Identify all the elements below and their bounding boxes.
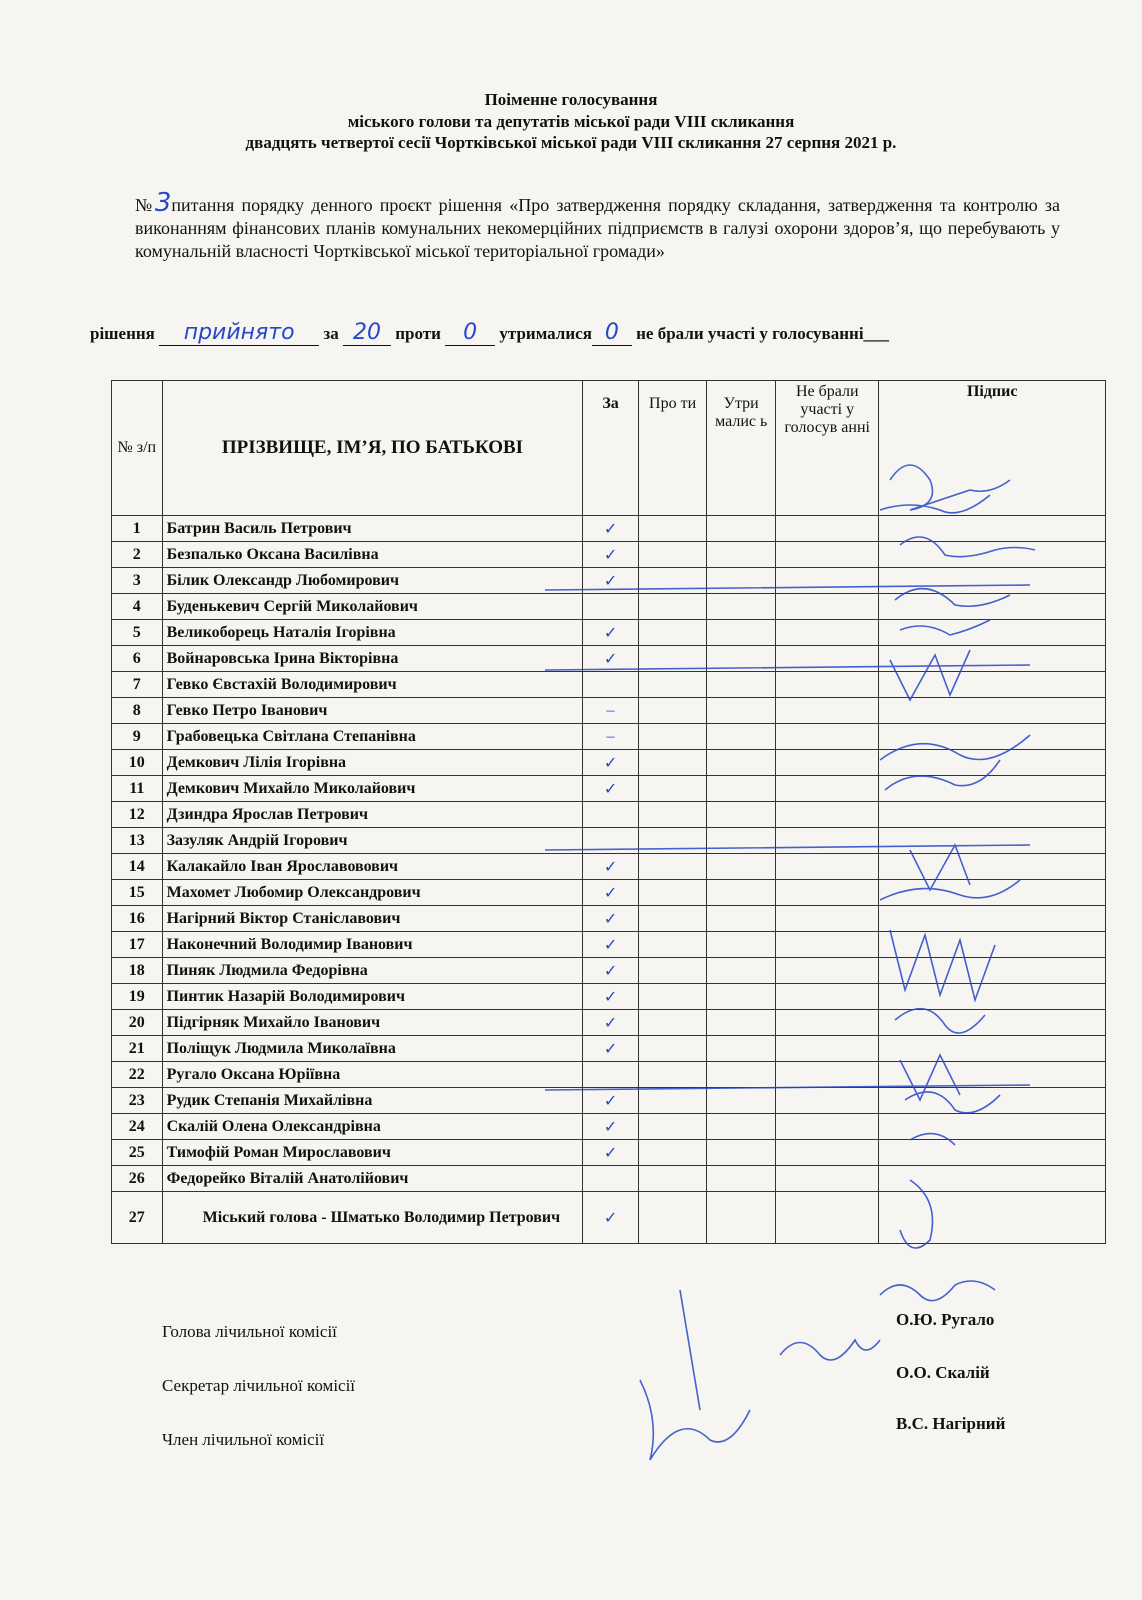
- member-name: Міський голова - Шматько Володимир Петрович: [162, 1192, 583, 1244]
- vote-za-mark: [583, 828, 639, 854]
- row-number: 22: [112, 1062, 163, 1088]
- row-number: 25: [112, 1140, 163, 1166]
- vote-za-mark: ✓: [583, 880, 639, 906]
- vote-ne-braly-cell: [776, 984, 879, 1010]
- row-number: 26: [112, 1166, 163, 1192]
- row-number: 4: [112, 594, 163, 620]
- row-number: 1: [112, 516, 163, 542]
- member-label: Член лічильної комісії: [162, 1430, 325, 1449]
- signature-cell: [879, 802, 1106, 828]
- table-row: [112, 880, 1106, 906]
- vote-za-mark: ✓: [583, 1114, 639, 1140]
- table-row: [112, 984, 1106, 1010]
- signature-cell: [879, 984, 1106, 1010]
- row-number: 17: [112, 932, 163, 958]
- vote-utrym-cell: [707, 724, 776, 750]
- vote-proty-cell: [638, 802, 707, 828]
- row-number: 2: [112, 542, 163, 568]
- row-number: 5: [112, 620, 163, 646]
- member-name: Демкович Лілія Ігорівна: [162, 750, 583, 776]
- member-name: Калакайло Іван Ярославовович: [162, 854, 583, 880]
- vote-proty-cell: [638, 854, 707, 880]
- vote-utrym-cell: [707, 516, 776, 542]
- vote-ne-braly-cell: [776, 1140, 879, 1166]
- signature-cell: [879, 1088, 1106, 1114]
- session-line: двадцять четвертої сесії Чортківської міської ради VIII скликання 27 серпня 2021 р.: [245, 133, 897, 152]
- table-row: [112, 906, 1106, 932]
- table-row: [112, 646, 1106, 672]
- vote-za-mark: ✓: [583, 958, 639, 984]
- table-row: [112, 516, 1106, 542]
- vote-za-mark: [583, 1166, 639, 1192]
- vote-proty-cell: [638, 984, 707, 1010]
- table-header-row: [112, 381, 1106, 516]
- row-number: 15: [112, 880, 163, 906]
- row-number: 7: [112, 672, 163, 698]
- signature-cell: [879, 1192, 1106, 1244]
- vote-ne-braly-cell: [776, 932, 879, 958]
- vote-za-mark: ✓: [583, 516, 639, 542]
- vote-proty-cell: [638, 932, 707, 958]
- table-row: [112, 828, 1106, 854]
- member-name: Наконечний Володимир Іванович: [162, 932, 583, 958]
- member-name: Пинтик Назарій Володимирович: [162, 984, 583, 1010]
- signature-cell: [879, 1166, 1106, 1192]
- vote-ne-braly-cell: [776, 1036, 879, 1062]
- vote-proty-cell: [638, 1062, 707, 1088]
- row-number: 12: [112, 802, 163, 828]
- table-row: [112, 854, 1106, 880]
- vote-za-mark: ✓: [583, 932, 639, 958]
- vote-proty-cell: [638, 776, 707, 802]
- table-row: [112, 620, 1106, 646]
- not-voted-label: не брали участі у голосуванні___: [636, 324, 890, 343]
- signature-cell: [879, 828, 1106, 854]
- row-number: 16: [112, 906, 163, 932]
- vote-proty-cell: [638, 568, 707, 594]
- member-name: Войнаровська Ірина Вікторівна: [162, 646, 583, 672]
- signature-cell: [879, 880, 1106, 906]
- vote-za-mark: [583, 672, 639, 698]
- member-name: Білик Олександр Любомирович: [162, 568, 583, 594]
- table-row: [112, 750, 1106, 776]
- vote-utrym-cell: [707, 1114, 776, 1140]
- row-number: 14: [112, 854, 163, 880]
- signature-cell: [879, 1036, 1106, 1062]
- vote-utrym-cell: [707, 958, 776, 984]
- vote-ne-braly-cell: [776, 620, 879, 646]
- member-name: Нагірний Віктор Станіславович: [162, 906, 583, 932]
- decision-handwritten: прийнято: [183, 320, 295, 345]
- vote-proty-cell: [638, 620, 707, 646]
- vote-za-mark: ✓: [583, 750, 639, 776]
- vote-za-mark: ✓: [583, 1140, 639, 1166]
- table-row: [112, 1010, 1106, 1036]
- row-number: 11: [112, 776, 163, 802]
- signature-cell: [879, 932, 1106, 958]
- row-number: 10: [112, 750, 163, 776]
- table-row: [112, 802, 1106, 828]
- vote-proty-cell: [638, 516, 707, 542]
- vote-ne-braly-cell: [776, 1062, 879, 1088]
- vote-proty-cell: [638, 1166, 707, 1192]
- vote-za-mark: ✓: [583, 1192, 639, 1244]
- vote-za-mark: [583, 1062, 639, 1088]
- row-number: 24: [112, 1114, 163, 1140]
- doc-subtitle: міського голови та депутатів міської ради VIII скликання: [347, 112, 795, 131]
- row-number: 23: [112, 1088, 163, 1114]
- member-name: Рудик Степанія Михайлівна: [162, 1088, 583, 1114]
- secretary-label: Секретар лічильної комісії: [162, 1376, 356, 1395]
- vote-ne-braly-cell: [776, 854, 879, 880]
- vote-utrym-cell: [707, 750, 776, 776]
- vote-proty-cell: [638, 750, 707, 776]
- col-header-proty: Про ти: [638, 381, 707, 516]
- vote-utrym-cell: [707, 1010, 776, 1036]
- vote-ne-braly-cell: [776, 1192, 879, 1244]
- member-name: Пиняк Людмила Федорівна: [162, 958, 583, 984]
- row-number: 6: [112, 646, 163, 672]
- abstained-count-handwritten: 0: [604, 320, 619, 345]
- vote-utrym-cell: [707, 828, 776, 854]
- vote-utrym-cell: [707, 1166, 776, 1192]
- vote-za-mark: ✓: [583, 620, 639, 646]
- vote-utrym-cell: [707, 1062, 776, 1088]
- vote-ne-braly-cell: [776, 958, 879, 984]
- vote-za-mark: [583, 802, 639, 828]
- vote-ne-braly-cell: [776, 516, 879, 542]
- vote-ne-braly-cell: [776, 672, 879, 698]
- signature-cell: [879, 542, 1106, 568]
- signature-cell: [879, 1062, 1106, 1088]
- signature-cell: [879, 1140, 1106, 1166]
- vote-proty-cell: [638, 594, 707, 620]
- vote-utrym-cell: [707, 984, 776, 1010]
- signature-cell: [879, 1114, 1106, 1140]
- row-number: 20: [112, 1010, 163, 1036]
- vote-proty-cell: [638, 672, 707, 698]
- vote-ne-braly-cell: [776, 828, 879, 854]
- member-name: Ругало Оксана Юріївна: [162, 1062, 583, 1088]
- member-name: Грабовецька Світлана Степанівна: [162, 724, 583, 750]
- signature-cell: [879, 672, 1106, 698]
- row-number: 9: [112, 724, 163, 750]
- vote-utrym-cell: [707, 1140, 776, 1166]
- abstained-label: утрималися: [499, 324, 592, 343]
- vote-utrym-cell: [707, 932, 776, 958]
- col-header-ne-braly: Не брали участі у голосув анні: [776, 381, 879, 516]
- vote-za-mark: ✓: [583, 542, 639, 568]
- vote-ne-braly-cell: [776, 1088, 879, 1114]
- member-name: Підгірняк Михайло Іванович: [162, 1010, 583, 1036]
- member-name: Махомет Любомир Олександрович: [162, 880, 583, 906]
- vote-za-mark: ✓: [583, 1036, 639, 1062]
- signature-cell: [879, 568, 1106, 594]
- vote-za-mark: [583, 594, 639, 620]
- vote-ne-braly-cell: [776, 802, 879, 828]
- vote-proty-cell: [638, 646, 707, 672]
- vote-utrym-cell: [707, 1088, 776, 1114]
- col-header-num: № з/п: [112, 381, 163, 516]
- vote-utrym-cell: [707, 698, 776, 724]
- member-name: Батрин Василь Петрович: [162, 516, 583, 542]
- member-name: Зазуляк Андрій Ігорович: [162, 828, 583, 854]
- secretary-name: О.О. Скалій: [896, 1363, 990, 1382]
- member-name: Великоборець Наталія Ігорівна: [162, 620, 583, 646]
- table-row: [112, 1166, 1106, 1192]
- chair-name: О.Ю. Ругало: [896, 1310, 995, 1329]
- vote-za-mark: ✓: [583, 776, 639, 802]
- question-text: питання порядку денного проєкт рішення «Про затвердження порядку складання, затвердження та контролю за виконанням фінансових планів комунальних некомерційних підприємств в галузі охорони здоров’я, що перебувають у комунальній власності Чортківської міської територіальної громади»: [135, 195, 1060, 261]
- table-row: [112, 1036, 1106, 1062]
- vote-ne-braly-cell: [776, 750, 879, 776]
- vote-utrym-cell: [707, 854, 776, 880]
- votes-table-body: [112, 516, 1106, 1244]
- vote-ne-braly-cell: [776, 594, 879, 620]
- vote-utrym-cell: [707, 1036, 776, 1062]
- vote-ne-braly-cell: [776, 1114, 879, 1140]
- vote-ne-braly-cell: [776, 542, 879, 568]
- member-name: Гевко Петро Іванович: [162, 698, 583, 724]
- for-label: за: [323, 324, 339, 343]
- vote-proty-cell: [638, 542, 707, 568]
- signature-cell: [879, 646, 1106, 672]
- vote-za-mark: ✓: [583, 854, 639, 880]
- table-row: [112, 568, 1106, 594]
- row-number: 3: [112, 568, 163, 594]
- vote-ne-braly-cell: [776, 698, 879, 724]
- vote-utrym-cell: [707, 776, 776, 802]
- member-name: Поліщук Людмила Миколаївна: [162, 1036, 583, 1062]
- chair-signature: [880, 1281, 995, 1301]
- vote-ne-braly-cell: [776, 1010, 879, 1036]
- chair-label: Голова лічильної комісії: [162, 1322, 337, 1341]
- table-row: [112, 932, 1106, 958]
- member-name: Тимофій Роман Мирославович: [162, 1140, 583, 1166]
- decision-label: рішення: [90, 324, 155, 343]
- vote-proty-cell: [638, 1036, 707, 1062]
- vote-proty-cell: [638, 1088, 707, 1114]
- vote-utrym-cell: [707, 620, 776, 646]
- signature-cell: [879, 958, 1106, 984]
- vote-proty-cell: [638, 828, 707, 854]
- vote-utrym-cell: [707, 542, 776, 568]
- row-number: 19: [112, 984, 163, 1010]
- member-name: Буденькевич Сергій Миколайович: [162, 594, 583, 620]
- vote-ne-braly-cell: [776, 776, 879, 802]
- col-header-za: За: [583, 381, 639, 516]
- table-row: [112, 1088, 1106, 1114]
- vote-proty-cell: [638, 906, 707, 932]
- vote-za-mark: ✓: [583, 568, 639, 594]
- vote-utrym-cell: [707, 906, 776, 932]
- against-count-handwritten: 0: [463, 320, 478, 345]
- table-row: [112, 724, 1106, 750]
- table-row: [112, 542, 1106, 568]
- row-number: 13: [112, 828, 163, 854]
- signature-cell: [879, 854, 1106, 880]
- vote-za-mark: ✓: [583, 646, 639, 672]
- for-count-handwritten: 20: [352, 320, 381, 345]
- member-name: Скалій Олена Олександрівна: [162, 1114, 583, 1140]
- table-row: [112, 958, 1106, 984]
- signature-cell: [879, 724, 1106, 750]
- vote-proty-cell: [638, 698, 707, 724]
- signature-cell: [879, 750, 1106, 776]
- secretary-signature: [780, 1340, 880, 1360]
- votes-table: [111, 380, 1106, 1244]
- vote-za-mark: ✓: [583, 1010, 639, 1036]
- vote-ne-braly-cell: [776, 724, 879, 750]
- row-number: 8: [112, 698, 163, 724]
- doc-title: Поіменне голосування: [484, 90, 658, 109]
- vote-utrym-cell: [707, 802, 776, 828]
- vote-proty-cell: [638, 1010, 707, 1036]
- signature-cell: [879, 620, 1106, 646]
- vote-ne-braly-cell: [776, 568, 879, 594]
- vote-ne-braly-cell: [776, 906, 879, 932]
- row-number: 18: [112, 958, 163, 984]
- vote-proty-cell: [638, 1114, 707, 1140]
- member-name: Безпалько Оксана Василівна: [162, 542, 583, 568]
- vote-proty-cell: [638, 1192, 707, 1244]
- signature-cell: [879, 1010, 1106, 1036]
- table-row: [112, 1140, 1106, 1166]
- table-row: [112, 1062, 1106, 1088]
- member-name: Гевко Євстахій Володимирович: [162, 672, 583, 698]
- table-row: [112, 1114, 1106, 1140]
- row-number: 27: [112, 1192, 163, 1244]
- signature-cell: [879, 516, 1106, 542]
- signature-cell: [879, 698, 1106, 724]
- member-name: Дзиндра Ярослав Петрович: [162, 802, 583, 828]
- decision-line: [90, 320, 889, 346]
- vote-utrym-cell: [707, 1192, 776, 1244]
- signature-cell: [879, 906, 1106, 932]
- vote-utrym-cell: [707, 672, 776, 698]
- vote-ne-braly-cell: [776, 880, 879, 906]
- question-number-handwritten: 3: [154, 188, 172, 218]
- signature-cell: [879, 594, 1106, 620]
- vote-utrym-cell: [707, 594, 776, 620]
- table-row: [112, 776, 1106, 802]
- vote-proty-cell: [638, 724, 707, 750]
- signature-cell: [879, 776, 1106, 802]
- row-number: 21: [112, 1036, 163, 1062]
- member-name: Федорейко Віталій Анатолійович: [162, 1166, 583, 1192]
- table-row: [112, 594, 1106, 620]
- vote-utrym-cell: [707, 646, 776, 672]
- vote-utrym-cell: [707, 568, 776, 594]
- vote-za-mark: –: [583, 698, 639, 724]
- table-row: [112, 1192, 1106, 1244]
- vote-ne-braly-cell: [776, 1166, 879, 1192]
- col-header-signature: Підпис: [879, 381, 1106, 516]
- vote-proty-cell: [638, 880, 707, 906]
- vote-za-mark: ✓: [583, 984, 639, 1010]
- col-header-utrym: Утри малис ь: [707, 381, 776, 516]
- vote-za-mark: ✓: [583, 906, 639, 932]
- question-number-prefix: №: [135, 195, 155, 215]
- member-signature: [640, 1290, 750, 1460]
- vote-proty-cell: [638, 958, 707, 984]
- question-paragraph: [135, 188, 1060, 263]
- table-row: [112, 672, 1106, 698]
- vote-za-mark: –: [583, 724, 639, 750]
- member-name: В.С. Нагірний: [896, 1414, 1006, 1433]
- against-label: проти: [395, 324, 441, 343]
- vote-utrym-cell: [707, 880, 776, 906]
- table-row: [112, 698, 1106, 724]
- col-header-name: ПРІЗВИЩЕ, ІМ’Я, ПО БАТЬКОВІ: [162, 381, 583, 516]
- vote-proty-cell: [638, 1140, 707, 1166]
- vote-ne-braly-cell: [776, 646, 879, 672]
- member-name: Демкович Михайло Миколайович: [162, 776, 583, 802]
- vote-za-mark: ✓: [583, 1088, 639, 1114]
